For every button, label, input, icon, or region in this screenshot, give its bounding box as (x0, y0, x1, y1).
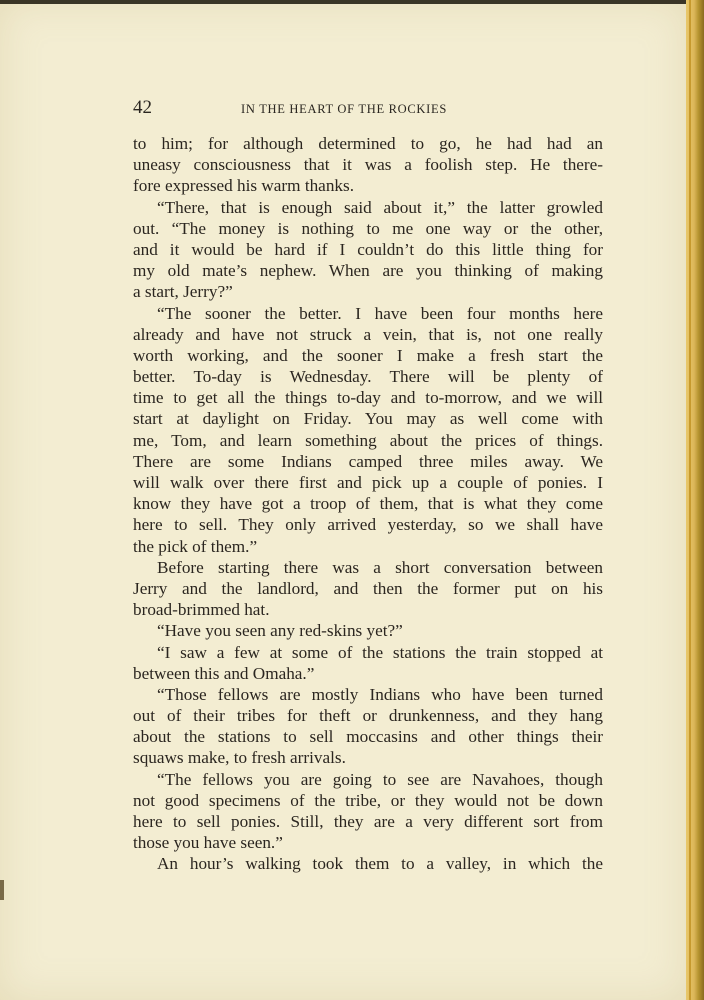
text-line: “The sooner the better. I have been four months here (157, 303, 603, 323)
text-line: out. “The money is nothing to me one way or the other, (133, 218, 603, 238)
text-line: about the stations to sell moccasins and other things their (133, 727, 603, 747)
text-line: Before starting there was a short conversation between (157, 557, 603, 577)
text-line: time to get all the things to-day and to-morrow, and we will (133, 388, 603, 408)
text-line: There are some Indians camped three miles away. We (133, 451, 603, 471)
text-line: An hour’s walking took them to a valley, in which the (157, 854, 603, 874)
text-line: already and have not struck a vein, that is, not one really (133, 324, 603, 344)
text-line: better. To-day is Wednesday. There will be plenty of (133, 367, 603, 387)
text-line: squaws make, to fresh arrivals. (133, 748, 346, 768)
text-line: not good specimens of the tribe, or they would not be down (133, 790, 603, 810)
page-margin-mark (0, 880, 4, 900)
text-line: start at daylight on Friday. You may as well come with (133, 409, 603, 429)
page-number: 42 (133, 97, 152, 118)
text-line: “There, that is enough said about it,” the latter growled (157, 197, 603, 217)
text-line: a start, Jerry?” (133, 282, 233, 302)
text-line: those you have seen.” (133, 833, 283, 853)
text-line: to him; for although determined to go, he had had an (133, 134, 603, 153)
page-header (133, 97, 601, 123)
text-line: Jerry and the landlord, and then the former put on his (133, 578, 603, 598)
text-line: know they have got a troop of them, that is what they come (133, 494, 603, 514)
text-line: my old mate’s nephew. When are you thinking of making (133, 261, 603, 281)
body-text (133, 133, 603, 875)
page-top-edge (0, 0, 690, 4)
text-line: “Have you seen any red-skins yet?” (157, 621, 403, 641)
text-line: here to sell ponies. Still, they are a very different sort from (133, 812, 603, 831)
text-line: uneasy consciousness that it was a foolish step. He there- (133, 155, 603, 175)
text-line: between this and Omaha.” (133, 663, 315, 683)
text-line: “Those fellows are mostly Indians who have been turned (157, 684, 603, 704)
book-page-edge-line (689, 0, 691, 1000)
text-line: out of their tribes for theft or drunkenness, and they hang (133, 706, 603, 726)
text-line: the pick of them.” (133, 536, 258, 556)
text-line: and it would be hard if I couldn’t do this little thing for (133, 239, 603, 259)
text-line: will walk over there first and pick up a couple of ponies. I (133, 473, 603, 492)
text-line: worth working, and the sooner I make a fresh start the (133, 345, 603, 365)
text-line: broad-brimmed hat. (133, 600, 270, 620)
text-line: “I saw a few at some of the stations the train stopped at (157, 642, 603, 662)
running-head: IN THE HEART OF THE ROCKIES (241, 102, 448, 116)
text-line: fore expressed his warm thanks. (133, 176, 354, 196)
text-line: “The fellows you are going to see are Navahoes, though (157, 769, 603, 789)
text-line: here to sell. They only arrived yesterday, so we shall have (133, 515, 603, 535)
text-line: me, Tom, and learn something about the prices of things. (133, 430, 603, 450)
